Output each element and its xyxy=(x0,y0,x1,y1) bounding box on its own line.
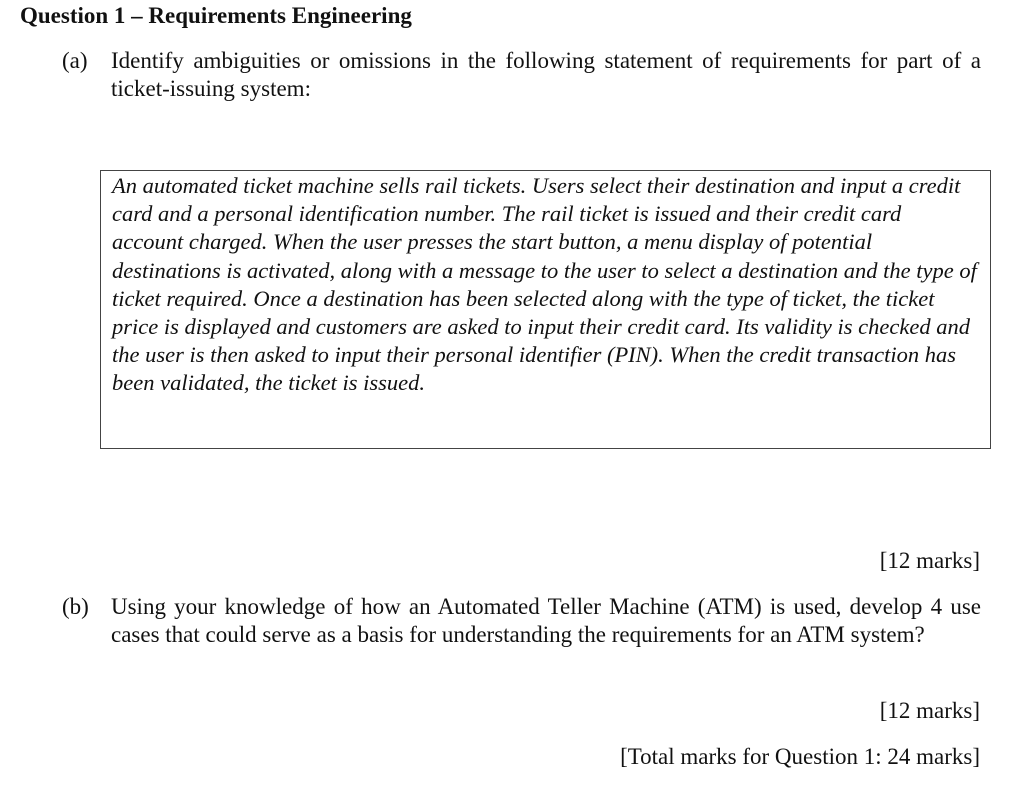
part-a-label: (a) xyxy=(62,48,88,73)
part-b-label: (b) xyxy=(62,594,89,619)
part-b-marks: [12 marks] xyxy=(879,698,980,723)
requirements-statement-box xyxy=(100,170,991,449)
requirements-statement: An automated ticket machine sells rail tickets. Users select their destination and input a credit card and a personal identification number. The rail ticket is issued and their credit card account charged. When the user presses the start button, a menu display of potential destinations is activated, along with a message to the user to select a destination and the type of ticket required. Once a destination has been selected along with the type of ticket, the ticket price is displayed and customers are asked to input their credit card. Its validity is checked and the user is then asked to input their personal identifier (PIN). When the credit transaction has been validated, the ticket is issued. xyxy=(112,173,977,396)
part-a-prompt: Identify ambiguities or omissions in the following statement of requirements for part of a ticket-issuing system: xyxy=(111,48,981,101)
part-b-prompt: Using your knowledge of how an Automated Teller Machine (ATM) is used, develop 4 use cases that could serve as a basis for understanding the requirements for an ATM system? xyxy=(111,594,981,647)
total-marks: [Total marks for Question 1: 24 marks] xyxy=(620,744,980,769)
question-title: Question 1 – Requirements Engineering xyxy=(20,3,412,28)
part-a-marks: [12 marks] xyxy=(879,548,980,573)
